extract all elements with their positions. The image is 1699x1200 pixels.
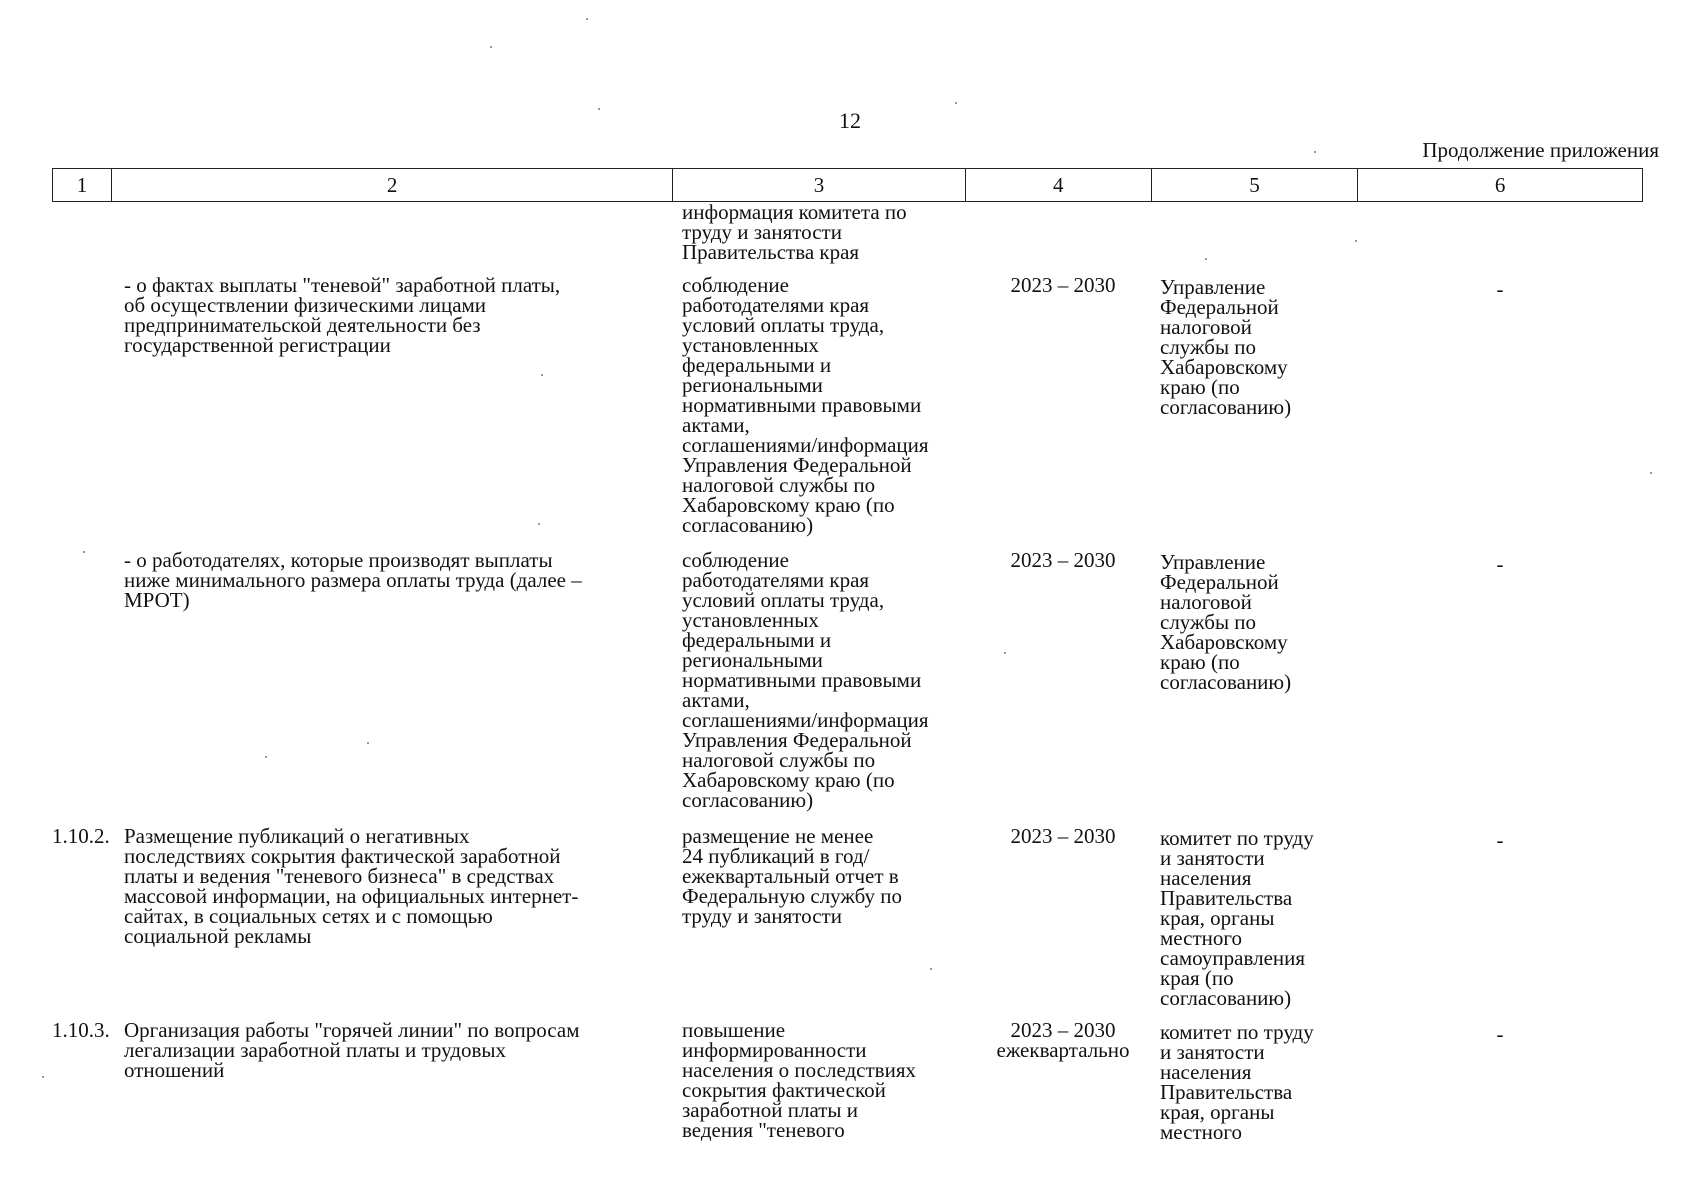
row-3-period: 2023 – 2030 bbox=[1010, 824, 1116, 848]
row-2-description: - о работодателях, которые производят выплаты ниже минимального размера оплаты труда (далее – МРОТ) bbox=[124, 548, 582, 612]
scan-speck bbox=[1205, 258, 1207, 260]
row-1-responsible: Управление Федеральной налоговой службы по Хабаровскому краю (по согласованию) bbox=[1160, 275, 1292, 419]
scan-speck bbox=[42, 1076, 44, 1078]
row-4-result: повышение информированности населения о последствиях сокрытия фактической заработной платы и ведения "теневого bbox=[682, 1018, 916, 1142]
row-4-responsible: комитет по труду и занятости населения Правительства края, органы местного bbox=[1160, 1020, 1314, 1144]
row-3-num: 1.10.2. bbox=[52, 824, 110, 848]
scan-speck bbox=[367, 742, 369, 744]
header-col-2: 2 bbox=[112, 169, 673, 201]
row-1-description: - о фактах выплаты "теневой" заработной платы, об осуществлении физическими лицами предпринимательской деятельности без государственной регистрации bbox=[124, 273, 561, 357]
row-3-note: - bbox=[1496, 828, 1504, 852]
header-col-6: 6 bbox=[1494, 172, 1506, 197]
scan-speck bbox=[930, 968, 932, 970]
header-col-3: 3 bbox=[673, 169, 966, 201]
scan-speck bbox=[1004, 652, 1006, 654]
scan-speck bbox=[1650, 472, 1652, 474]
row-4-period: 2023 – 2030 ежеквартально bbox=[996, 1018, 1130, 1062]
header-col-5: 5 bbox=[1152, 169, 1359, 201]
scan-speck bbox=[538, 523, 540, 525]
row-3-description: Размещение публикаций о негативных последствиях сокрытия фактической заработной платы и ведения "теневого бизнеса" в средствах массовой информации, на официальных интернет- сайтах, в социальных сетях и с помощью социальной рекламы bbox=[124, 824, 579, 948]
scan-speck bbox=[586, 18, 588, 20]
row-4-note: - bbox=[1496, 1022, 1504, 1046]
row-2-note: - bbox=[1496, 552, 1504, 576]
row-4-description: Организация работы "горячей линии" по вопросам легализации заработной платы и трудовых отношений bbox=[124, 1018, 580, 1082]
header-col-4: 4 bbox=[966, 169, 1152, 201]
row-3-responsible: комитет по труду и занятости населения Правительства края, органы местного самоуправления края (по согласованию) bbox=[1160, 826, 1314, 1010]
scan-speck bbox=[490, 46, 492, 48]
carryover-result: информация комитета по труду и занятости Правительства края bbox=[682, 200, 907, 264]
continuation-label: Продолжение приложения bbox=[1422, 138, 1659, 162]
row-2-period: 2023 – 2030 bbox=[1010, 548, 1116, 572]
scan-speck bbox=[598, 108, 600, 110]
row-1-note: - bbox=[1496, 277, 1504, 301]
scan-speck bbox=[955, 102, 957, 104]
scan-speck bbox=[265, 756, 267, 758]
header-col-1: 1 bbox=[53, 169, 112, 201]
scan-speck bbox=[1355, 240, 1357, 242]
table-header bbox=[52, 168, 1643, 202]
page-number: 12 bbox=[839, 108, 861, 133]
scan-speck bbox=[83, 551, 85, 553]
row-3-result: размещение не менее 24 публикаций в год/ ежеквартальный отчет в Федеральную службу по труду и занятости bbox=[682, 824, 903, 928]
row-2-result: соблюдение работодателями края условий оплаты труда, установленных федеральными и региональными нормативными правовыми актами, соглашениями/информация Управления Федеральной налоговой службы по Хабаровскому краю (по согласованию) bbox=[682, 548, 929, 812]
row-4-num: 1.10.3. bbox=[52, 1018, 110, 1042]
scan-speck bbox=[1314, 151, 1316, 153]
row-1-period: 2023 – 2030 bbox=[1010, 273, 1116, 297]
scan-speck bbox=[541, 374, 543, 376]
row-2-responsible: Управление Федеральной налоговой службы по Хабаровскому краю (по согласованию) bbox=[1160, 550, 1292, 694]
row-1-result: соблюдение работодателями края условий оплаты труда, установленных федеральными и региональными нормативными правовыми актами, соглашениями/информация Управления Федеральной налоговой службы по Хабаровскому краю (по согласованию) bbox=[682, 273, 929, 537]
